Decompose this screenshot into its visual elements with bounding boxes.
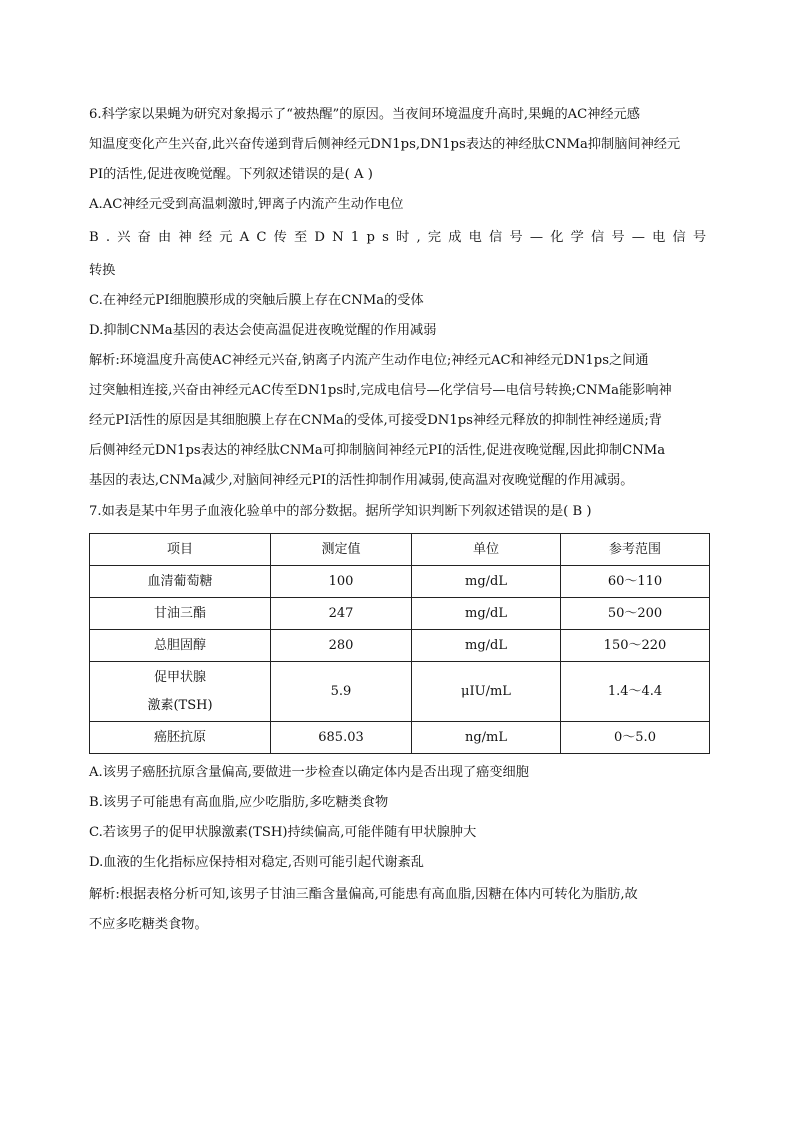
- table-cell-range: 0～5.0: [561, 722, 710, 754]
- table-cell-range: 60～110: [561, 566, 710, 598]
- q7-option-d: D.血液的生化指标应保持相对稳定,否则可能引起代谢紊乱: [89, 855, 424, 870]
- q6-option-d: D.抑制CNMa基因的表达会使高温促进夜晚觉醒的作用减弱: [89, 323, 437, 338]
- table-header-cell: 项目: [90, 534, 271, 566]
- table-cell-unit: ng/mL: [412, 722, 561, 754]
- table-cell-item: [90, 662, 271, 722]
- table-header-cell: 测定值: [271, 534, 412, 566]
- table-cell-item-line: 促甲状腺: [153, 669, 206, 685]
- blood-test-table: [89, 533, 710, 754]
- table-row: [90, 662, 710, 722]
- table-cell-unit: mg/dL: [412, 630, 561, 662]
- q6-option-c: C.在神经元PI细胞膜形成的突触后膜上存在CNMa的受体: [89, 293, 424, 308]
- table-cell-item: 血清葡萄糖: [90, 566, 271, 598]
- table-cell-unit: mg/dL: [412, 598, 561, 630]
- q6-option-b-line-1: B.兴奋由神经元AC传至DN1ps时,完成电信号—化学信号—电信号: [89, 230, 714, 245]
- q7-stem: 7.如表是某中年男子血液化验单中的部分数据。据所学知识判断下列叙述错误的是( B ): [89, 504, 592, 519]
- q7-option-b: B.该男子可能患有高血脂,应少吃脂肪,多吃糖类食物: [89, 795, 389, 810]
- table-cell-unit: mg/dL: [412, 566, 561, 598]
- q6-analysis-line-1: 解析:环境温度升高使AC神经元兴奋,钠离子内流产生动作电位;神经元AC和神经元DN1ps之间通: [89, 353, 649, 368]
- q6-analysis-line-3: 经元PI活性的原因是其细胞膜上存在CNMa的受体,可接受DN1ps神经元释放的抑制性神经递质;背: [89, 413, 662, 428]
- table-row: [90, 722, 710, 754]
- table-cell-value: 280: [271, 630, 412, 662]
- table-cell-item: 甘油三酯: [90, 598, 271, 630]
- table-header-cell: 单位: [412, 534, 561, 566]
- table-header-row: [90, 534, 710, 566]
- q6-analysis-line-4: 后侧神经元DN1ps表达的神经肽CNMa可抑制脑间神经元PI的活性,促进夜晚觉醒,因此抑制CNMa: [89, 443, 666, 458]
- q7-option-c: C.若该男子的促甲状腺激素(TSH)持续偏高,可能伴随有甲状腺肿大: [89, 825, 477, 840]
- q6-analysis-line-2: 过突触相连接,兴奋由神经元AC传至DN1ps时,完成电信号—化学信号—电信号转换;CNMa能影响神: [89, 383, 672, 398]
- q6-option-b-line-2: 转换: [89, 263, 116, 278]
- q7-option-a: A.该男子癌胚抗原含量偏高,要做进一步检查以确定体内是否出现了癌变细胞: [89, 765, 529, 780]
- q6-analysis-line-5: 基因的表达,CNMa减少,对脑间神经元PI的活性抑制作用减弱,使高温对夜晚觉醒的作用减弱。: [89, 473, 634, 488]
- table-cell-range: 50～200: [561, 598, 710, 630]
- q7-analysis-line-1: 解析:根据表格分析可知,该男子甘油三酯含量偏高,可能患有高血脂,因糖在体内可转化为脂肪,故: [89, 887, 638, 902]
- table-cell-item: 总胆固醇: [90, 630, 271, 662]
- q6-stem-line-1: 6.科学家以果蝇为研究对象揭示了“被热醒”的原因。当夜间环境温度升高时,果蝇的AC神经元感: [89, 107, 640, 122]
- table-row: [90, 566, 710, 598]
- table-cell-value: 685.03: [271, 722, 412, 754]
- table-cell-value: 100: [271, 566, 412, 598]
- table-cell-unit: μIU/mL: [412, 662, 561, 722]
- table-cell-item-line: 激素(TSH): [147, 697, 213, 713]
- q7-analysis-line-2: 不应多吃糖类食物。: [89, 917, 208, 932]
- table-cell-range: 1.4～4.4: [561, 662, 710, 722]
- table-cell-value: 247: [271, 598, 412, 630]
- table-cell-range: 150～220: [561, 630, 710, 662]
- table-row: [90, 598, 710, 630]
- q6-stem-line-2: 知温度变化产生兴奋,此兴奋传递到背后侧神经元DN1ps,DN1ps表达的神经肽CNMa抑制脑间神经元: [89, 137, 681, 152]
- table-cell-item: 癌胚抗原: [90, 722, 271, 754]
- table-row: [90, 630, 710, 662]
- q6-option-a: A.AC神经元受到高温刺激时,钾离子内流产生动作电位: [89, 197, 404, 212]
- table-cell-value: 5.9: [271, 662, 412, 722]
- q6-stem-line-3: PI的活性,促进夜晚觉醒。下列叙述错误的是( A ): [89, 167, 373, 182]
- table-header-cell: 参考范围: [561, 534, 710, 566]
